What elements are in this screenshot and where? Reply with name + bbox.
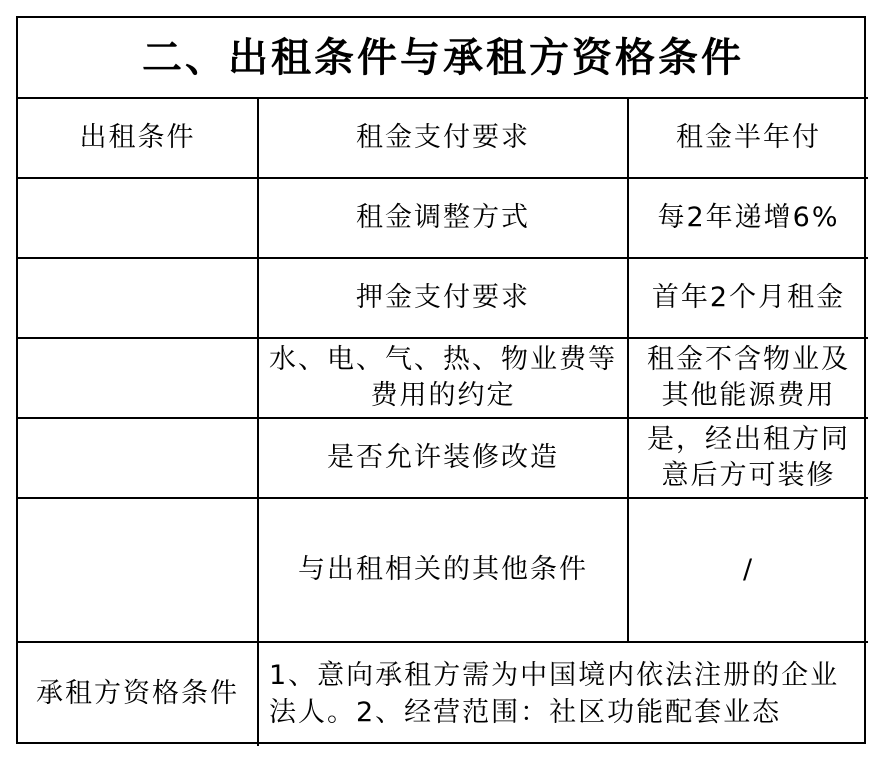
condition-value: 每2年递增6% — [628, 178, 868, 258]
document-table-frame — [16, 16, 866, 744]
table-row — [18, 498, 868, 642]
condition-item: 租金调整方式 — [258, 178, 628, 258]
condition-item: 是否允许装修改造 — [258, 418, 628, 498]
condition-value: 租金不含物业及其他能源费用 — [628, 338, 868, 418]
condition-item: 租金支付要求 — [258, 98, 628, 178]
tenant-qualification-value: 1、意向承租方需为中国境内依法注册的企业法人。2、经营范围：社区功能配套业态 — [258, 642, 868, 746]
condition-item: 与出租相关的其他条件 — [258, 498, 628, 642]
tenant-qualification-label: 承租方资格条件 — [18, 642, 258, 746]
empty-cell — [18, 178, 258, 258]
condition-value: 是，经出租方同意后方可装修 — [628, 418, 868, 498]
table-row — [18, 178, 868, 258]
table-row — [18, 258, 868, 338]
empty-cell — [18, 258, 258, 338]
condition-item: 水、电、气、热、物业费等费用的约定 — [258, 338, 628, 418]
condition-value: / — [628, 498, 868, 642]
lease-conditions-label: 出租条件 — [18, 98, 258, 178]
conditions-table — [18, 18, 868, 746]
title-row — [18, 18, 868, 98]
table-row — [18, 418, 868, 498]
empty-cell — [18, 418, 258, 498]
empty-cell — [18, 338, 258, 418]
condition-value: 首年2个月租金 — [628, 258, 868, 338]
condition-value: 租金半年付 — [628, 98, 868, 178]
table-row — [18, 98, 868, 178]
empty-cell — [18, 498, 258, 642]
table-row — [18, 338, 868, 418]
document-title: 二、出租条件与承租方资格条件 — [18, 18, 868, 98]
table-row — [18, 642, 868, 746]
condition-item: 押金支付要求 — [258, 258, 628, 338]
